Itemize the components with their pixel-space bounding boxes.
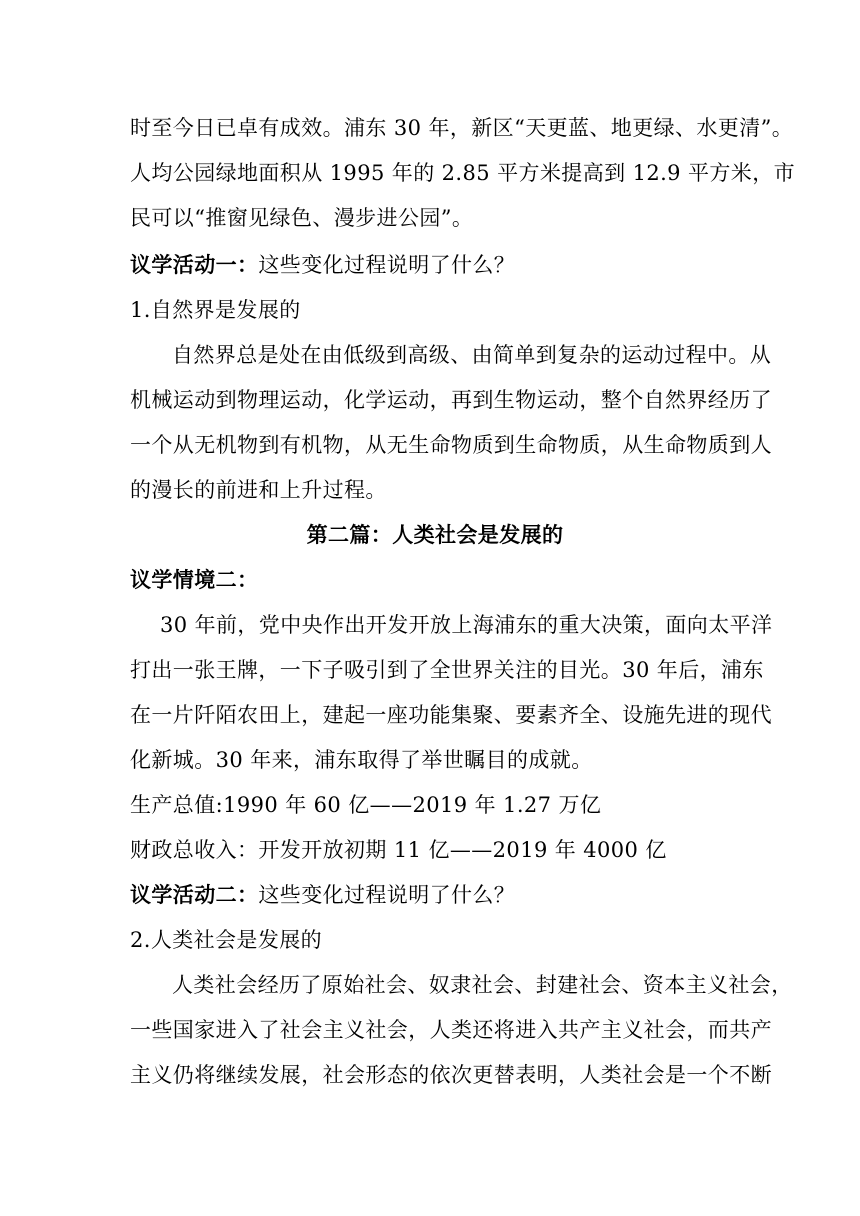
section-title: 第二篇：人类社会是发展的 (306, 522, 564, 547)
paragraph-line: 时至今日已卓有成效。浦东 30 年，新区“天更蓝、地更绿、水更清”。 (130, 116, 794, 140)
situation-label: 议学情境二： (130, 567, 259, 592)
paragraph-line: 的漫长的前进和上升过程。 (130, 478, 387, 502)
stat-line: 财政总收入：开发开放初期 11 亿——2019 年 4000 亿 (130, 838, 667, 862)
paragraph-line: 30 年前，党中央作出开发开放上海浦东的重大决策，面向太平洋 (160, 613, 773, 637)
paragraph-line: 人均公园绿地面积从 1995 年的 2.85 平方米提高到 12.9 平方米，市 (130, 161, 796, 185)
activity-question: 这些变化过程说明了什么？ (258, 883, 516, 907)
paragraph-line: 民可以“推窗见绿色、漫步进公园”。 (130, 206, 474, 230)
point-heading: 1.自然界是发展的 (130, 298, 301, 322)
activity-one (130, 250, 740, 280)
activity-label: 议学活动一： (130, 252, 259, 277)
activity-label: 议学活动二： (130, 882, 259, 907)
paragraph-line: 一个从无机物到有机物，从无生命物质到生命物质，从生命物质到人 (130, 433, 772, 457)
stat-line: 生产总值:1990 年 60 亿——2019 年 1.27 万亿 (130, 793, 602, 817)
paragraph-line: 人类社会经历了原始社会、奴隶社会、封建社会、资本主义社会， (172, 973, 793, 997)
paragraph-line: 在一片阡陌农田上，建起一座功能集聚、要素齐全、设施先进的现代 (130, 703, 772, 727)
point-heading: 2.人类社会是发展的 (130, 928, 323, 952)
paragraph-line: 机械运动到物理运动，化学运动，再到生物运动，整个自然界经历了 (130, 388, 772, 412)
paragraph-line: 主义仍将继续发展，社会形态的依次更替表明，人类社会是一个不断 (130, 1063, 772, 1087)
paragraph-line: 化新城。30 年来，浦东取得了举世瞩目的成就。 (130, 748, 593, 772)
activity-two (130, 880, 740, 910)
paragraph-line: 打出一张王牌，一下子吸引到了全世界关注的目光。30 年后，浦东 (130, 658, 764, 682)
activity-question: 这些变化过程说明了什么？ (258, 253, 516, 277)
paragraph-line: 一些国家进入了社会主义社会，人类还将进入共产主义社会，而共产 (130, 1018, 772, 1042)
paragraph-line: 自然界总是处在由低级到高级、由简单到复杂的运动过程中。从 (172, 343, 772, 367)
